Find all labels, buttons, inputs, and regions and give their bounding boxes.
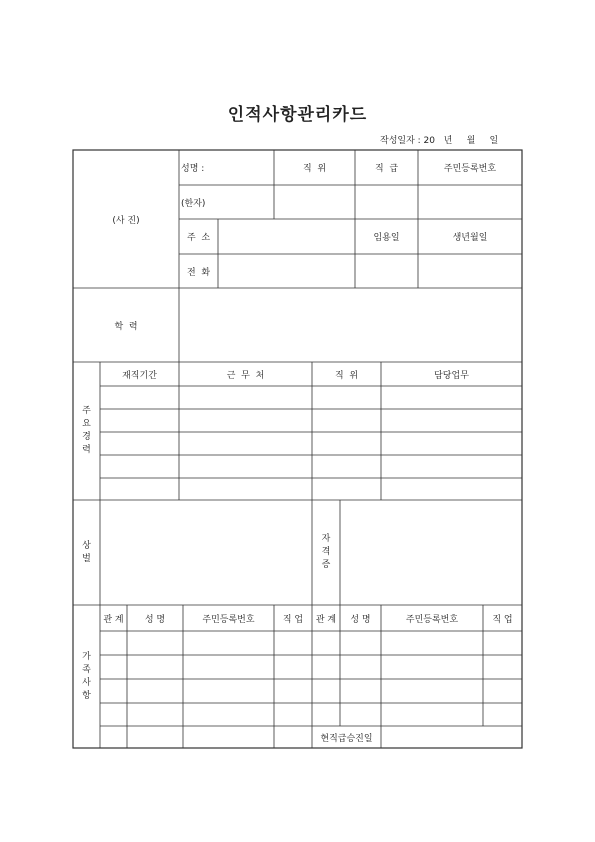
hanja-label: (한자) [181, 198, 206, 209]
awards-side-char: 벌 [82, 553, 91, 564]
family-side-char: 사 [82, 677, 91, 688]
education-label: 학 력 [114, 321, 138, 332]
position-label: 직 위 [302, 164, 327, 174]
phone-label: 전 화 [186, 267, 211, 278]
certificate-char: 격 [321, 547, 331, 557]
career-side-char: 요 [82, 419, 91, 429]
career-side-label [73, 362, 100, 500]
current-promotion-label: 현직급승진일 [320, 733, 373, 744]
family-col-job: 직 업 [282, 614, 304, 625]
career-col-workplace: 근 무 처 [226, 370, 265, 381]
date-line: 작성일자 : 20 년 월 일 [380, 136, 499, 146]
grade-label: 직 급 [374, 164, 399, 174]
certificate-char: 자 [321, 534, 331, 544]
awards-side-label [73, 500, 100, 605]
career-col-position: 직 위 [334, 370, 359, 381]
career-col-duties: 담당업무 [434, 370, 469, 381]
family-col-name-2: 성 명 [350, 614, 371, 625]
rrn-label: 주민등록번호 [443, 164, 497, 174]
awards-side-char: 상 [82, 540, 91, 551]
family-side-char: 가 [82, 651, 91, 662]
certificate-label [312, 500, 340, 605]
family-col-relation: 관 계 [103, 614, 124, 625]
certificate-char: 증 [321, 560, 331, 570]
address-label: 주 소 [186, 233, 211, 243]
career-side-char: 주 [82, 406, 91, 416]
family-col-relation-2: 관 계 [315, 614, 337, 625]
family-side-char: 항 [82, 690, 91, 701]
family-side-char: 족 [82, 664, 91, 675]
name-label: 성명 : [181, 164, 205, 174]
career-side-char: 력 [82, 445, 91, 455]
family-col-name: 성 명 [144, 614, 166, 625]
career-side-char: 경 [82, 432, 91, 442]
family-col-rrn: 주민등록번호 [202, 614, 255, 625]
birth-date-label: 생년월일 [452, 233, 488, 243]
family-col-rrn-2: 주민등록번호 [405, 614, 459, 625]
family-side-label [73, 605, 100, 748]
appointment-date-label: 임용일 [373, 233, 400, 243]
family-col-job-2: 직 업 [492, 614, 513, 625]
photo-label: (사 진) [112, 215, 140, 226]
page-title: 인적사항관리카드 [227, 105, 368, 125]
career-col-period: 재직기간 [122, 370, 157, 381]
